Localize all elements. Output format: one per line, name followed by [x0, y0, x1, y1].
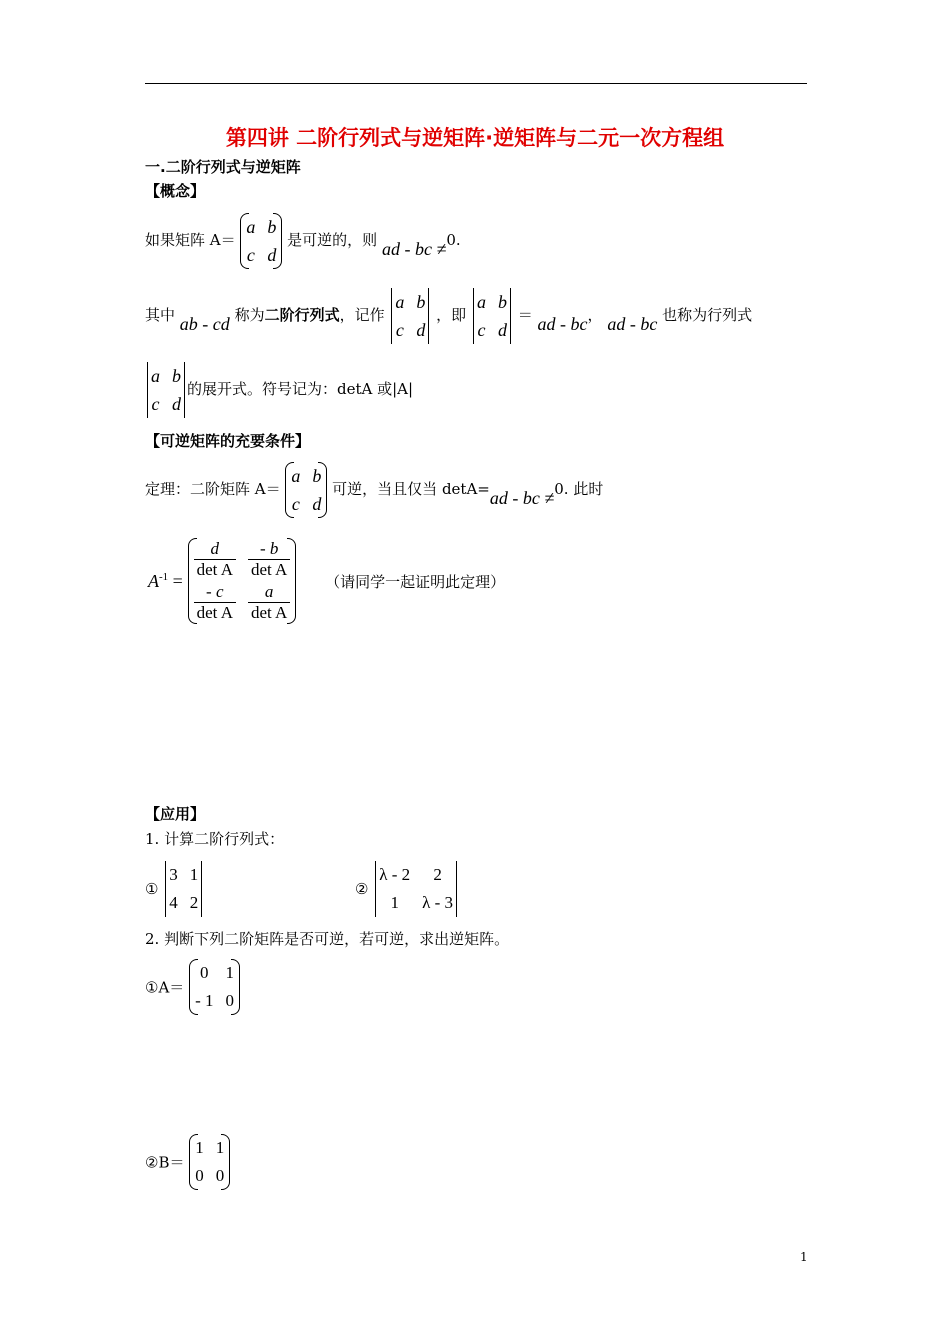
question-1-part-1: ① 3 1 4 2: [145, 861, 204, 917]
theorem-line: 定理：二阶矩阵 A＝ a b c d 可逆，当且仅当 detA=ad - bc ≠0. 此时: [145, 462, 603, 518]
page-number: 1: [800, 1250, 808, 1264]
section-heading: 一.二阶行列式与逆矩阵: [145, 158, 301, 176]
question-1: 1. 计算二阶行列式：: [145, 830, 285, 848]
determinant-abcd-3: a b c d: [145, 362, 187, 418]
definition-line-1: 如果矩阵 A＝ a b c d 是可逆的，则 ad - bc ≠0.: [145, 213, 461, 269]
determinant-abcd-2: a b c d: [471, 288, 513, 344]
matrix-abcd-theorem: a b c d: [285, 462, 327, 518]
page-title: 第四讲 二阶行列式与逆矩阵·逆矩阵与二元一次方程组: [225, 126, 725, 150]
application-heading: 【应用】: [145, 805, 206, 823]
question-1-part-2: ② λ - 2 2 1 λ - 3: [355, 861, 459, 917]
determinant-abcd: a b c d: [389, 288, 431, 344]
question-2-part-1: ①A＝ 0 1 - 1 0: [145, 959, 240, 1015]
question-2-part-2: ②B＝ 1 1 0 0: [145, 1134, 230, 1190]
definition-line-2: 其中 ab - cd 称为二阶行列式，记作 a b c d ，即 a b c d ＝ ad - bc， ad - bc 也称为行列式: [145, 288, 752, 344]
concept-heading: 【概念】: [145, 182, 206, 200]
inverse-formula: $A^{-1}$ = $\frac{d}{\text{det A}}$ $\frac{- b}{\text{det A}}$ $\frac{- c}{\text{det A}}$ $\frac{a}{\text{det A}}$ （请同学一起证明此定理）: [148, 539, 506, 622]
condition-heading: 【可逆矩阵的充要条件】: [145, 432, 311, 450]
question-2: 2. 判断下列二阶矩阵是否可逆，若可逆，求出逆矩阵。: [145, 930, 510, 948]
definition-line-3: a b c d 的展开式。符号记为：detA 或|A|: [145, 362, 413, 418]
inverse-matrix: $\frac{d}{\text{det A}}$ $\frac{- b}{\text{det A}}$ $\frac{- c}{\text{det A}}$ $\frac{a}{\text{det A}}$: [188, 538, 297, 624]
header-rule: [145, 83, 807, 84]
matrix-abcd: a b c d: [240, 213, 282, 269]
